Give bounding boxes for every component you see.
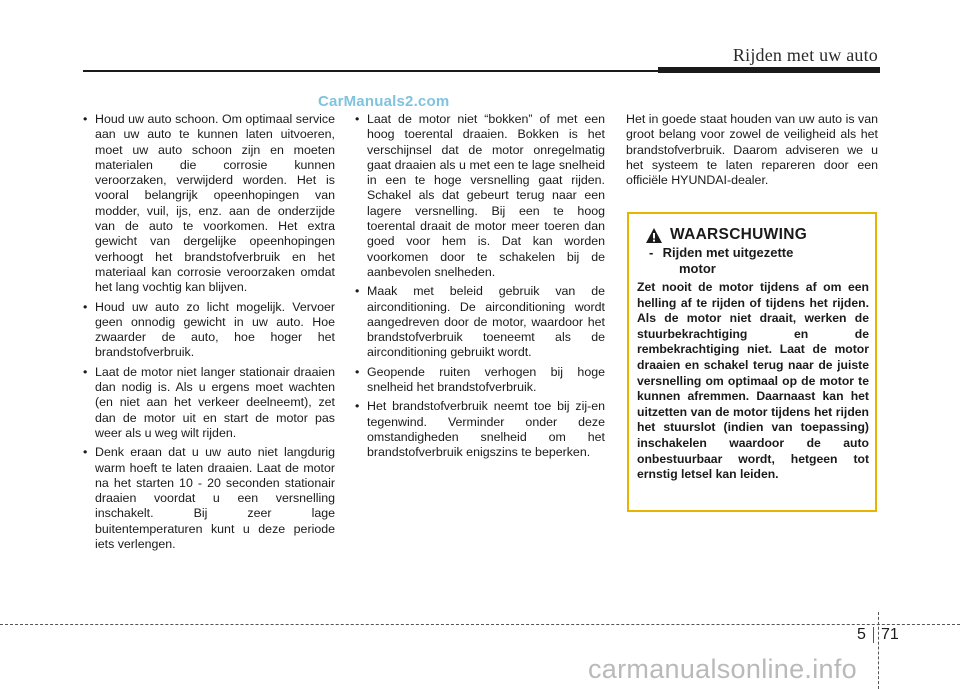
warning-header: [645, 226, 807, 244]
warning-subtitle-dash: -: [649, 245, 654, 260]
list-item: • Laat de motor niet langer stationair draaien dan nodig is. Als u ergens moet wachten (en niet aan het verkeer deelneemt), zet dan de motor uit en start de motor pas weer als u weg wilt rijden.: [83, 365, 335, 441]
warning-title: WAARSCHUWING: [670, 226, 808, 243]
bullet-list-2: [355, 112, 605, 461]
footer-vertical-rule: [878, 612, 879, 689]
footer-dashed-rule: [0, 624, 960, 625]
list-item: • Maak met beleid gebruik van de airconditioning. De airconditioning wordt aangedreven door de motor, waardoor het brandstofverbruik toeneemt als de airconditioning gebruikt wordt.: [355, 284, 605, 360]
section-title: Rijden met uw auto: [732, 45, 878, 65]
watermark-bottom[interactable]: carmanualsonline.info: [588, 654, 857, 684]
warning-subtitle-line2: motor: [679, 261, 716, 276]
page-number: 71: [881, 626, 899, 643]
list-item: • Geopende ruiten verhogen bij hoge snelheid het brandstofverbruik.: [355, 365, 605, 396]
list-item: • Houd uw auto schoon. Om optimaal service aan uw auto te kunnen laten uitvoeren, moet uw auto schoon zijn en moeten materialen die corrosie kunnen veroorzaken, verwijderd worden. Het is vooral belangrijk opeenhopingen van modder, vuil, ijs, enz. aan de onderzijde van de auto te voorkomen. Het extra gewicht van dergelijke opeenhopingen verhoogt het brandstofverbruik en het materiaal kan corrosie veroorzaken omdat het lang vochtig kan blijven.: [83, 112, 335, 296]
list-item: • Houd uw auto zo licht mogelijk. Vervoer geen onnodig gewicht in uw auto. Hoe zwaarder de auto, hoe hoger het brandstofverbruik.: [83, 300, 335, 361]
chapter-number: 5: [857, 626, 866, 643]
page-separator: [873, 627, 874, 643]
watermark-top[interactable]: CarManuals2.com: [318, 93, 450, 110]
warning-body: Zet nooit de motor tijdens af om een helling af te rijden of tijdens het rijden. Als de motor niet draait, werken de stuurbekrachtiging en de rembekrachtiging niet. Laat de motor draaien en schakel terug naar de juiste versnelling om optimaal op de motor te kunnen afremmen. Daarnaast kan het uitzetten van de motor tijdens het rijden het stuurslot (indien van toepassing) inschakelen waardoor de auto onbestuurbaar wordt, hetgeen tot ernstig letsel kan leiden.: [637, 280, 869, 482]
header-rule-bold: [658, 67, 880, 73]
warning-triangle-icon: [645, 227, 663, 244]
list-item: • Het brandstofverbruik neemt toe bij zij-en tegenwind. Verminder onder deze omstandigheden snelheid om het brandstofverbruik enigszins te beperken.: [355, 399, 605, 460]
text-column-1: [83, 112, 335, 556]
maintenance-paragraph: Het in goede staat houden van uw auto is van groot belang voor zowel de veiligheid als het brandstofverbruik. Daarom adviseren we u het systeem te laten repareren door een officiële HYUNDAI-dealer.: [626, 112, 878, 188]
list-item: • Denk eraan dat u uw auto niet langdurig warm hoeft te laten draaien. Laat de motor na het starten 10 - 20 seconden stationair draaien voordat u een versnelling inschakelt. Bij zeer lage buitentemperaturen kunt u deze periode iets verlengen.: [83, 445, 335, 552]
header-rule: [83, 70, 658, 72]
list-item: • Laat de motor niet “bokken” of met een hoog toerental draaien. Bokken is het verschijnsel dat de motor onregelmatig gaat draaien als u met een te lage snelheid in een te hoge versnelling gaat rijden. Schakel als dat gebeurt terug naar een lagere versnelling. Bij een te hoog toerental draait de motor meer toeren dan goed voor hem is. Dat kan worden voorkomen door te schakelen bij de aanbevolen snelheden.: [355, 112, 605, 280]
text-column-2: [355, 112, 605, 465]
bullet-list-1: [83, 112, 335, 552]
text-column-3: [626, 112, 878, 188]
warning-box: [627, 212, 877, 512]
warning-subtitle: [649, 245, 849, 277]
warning-subtitle-line1: Rijden met uitgezette: [662, 245, 794, 260]
